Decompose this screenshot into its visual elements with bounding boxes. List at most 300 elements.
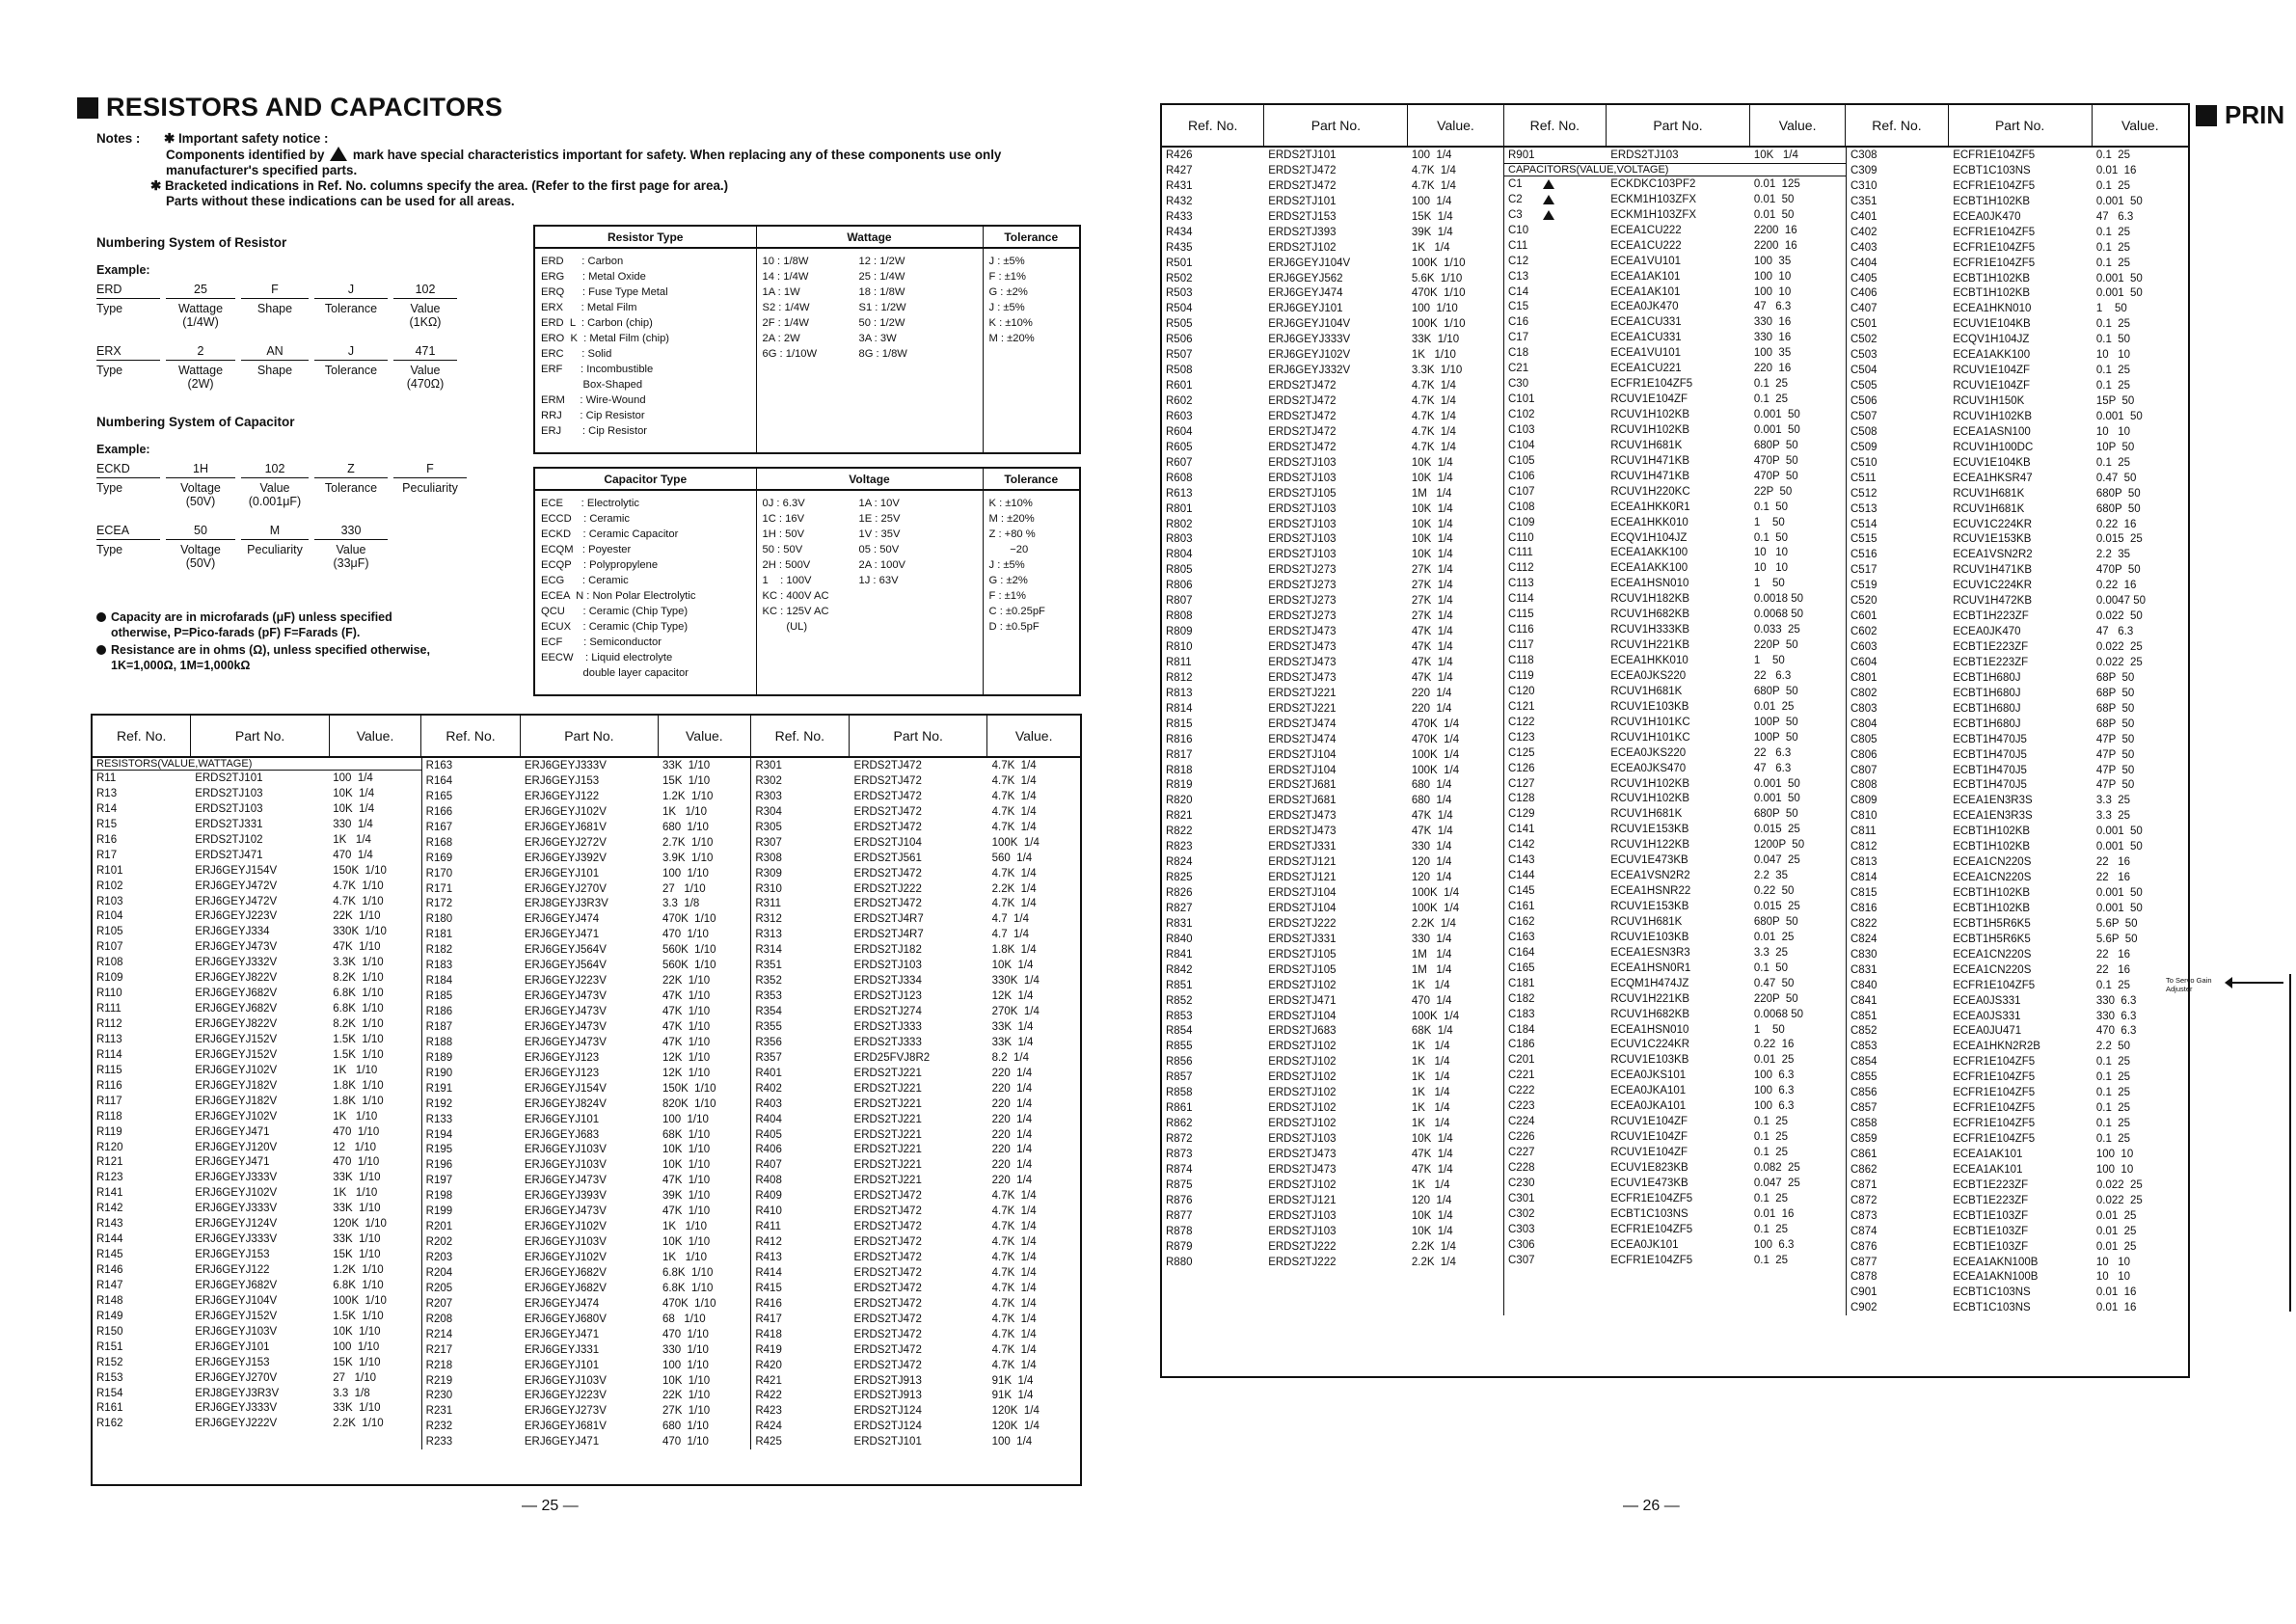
value: 0.022 25 [2095,1194,2143,1206]
value: 0.001 50 [2095,287,2143,300]
part-no: RCUV1E103KB [1610,1054,1689,1067]
part-no: ERJ6GEYJ682V [195,988,278,1000]
ref-no: R163 [425,760,453,771]
value: 220 1/4 [991,1144,1033,1156]
ref-no: R102 [96,880,123,892]
value: 0.1 25 [1753,378,1789,391]
value: 100 1/10 [662,1113,709,1125]
ref-no: R202 [425,1236,453,1249]
table-row [1504,299,1846,314]
res_numsys-code: 25 [166,283,235,299]
table-row [1504,560,1846,576]
res_numsys-label: Shape [257,302,293,315]
table-row [422,1096,751,1112]
value: 33K 1/10 [333,1172,381,1184]
part-no: RCUV1E103KB [1610,700,1689,713]
part-no: ECBT1E223ZF [1953,1194,2029,1206]
ref-no: R192 [425,1097,453,1110]
part-no: ERJ6GEYJ332V [195,957,278,969]
table-row [1504,699,1846,715]
ref-no: R302 [755,774,782,787]
ref-no: C21 [1508,363,1529,375]
table-row [1162,547,1503,562]
ref-no: C507 [1850,410,1877,422]
part-no: ERJ6GEYJ182V [195,1095,278,1107]
part-no: ERJ6GEYJ474 [1268,287,1343,300]
part-no: RCUV1E104ZF [1610,1116,1688,1128]
value: 0.015 25 [1753,901,1800,912]
value: 0.1 25 [2095,257,2131,269]
ref-no: C181 [1508,977,1535,989]
value: 0.022 25 [2095,656,2143,668]
ref-no: R169 [425,852,453,864]
ref-no: C108 [1508,501,1535,513]
part-no: ERJ6GEYJ104V [195,1294,278,1307]
ref-no: R852 [1166,994,1193,1007]
part-no: ERJ6GEYJ103V [524,1374,607,1387]
part-no: ERDS2TJ182 [853,944,922,957]
table-row [422,773,751,789]
warning-triangle-icon [330,147,347,161]
part-no: ECBT1H680J [1953,687,2021,699]
table-row [422,973,751,988]
ref-no: C351 [1850,195,1877,207]
table-column [93,758,422,1449]
table-row [1162,271,1503,286]
ref-no: C603 [1850,641,1877,653]
value: 33K 1/4 [991,1020,1034,1033]
ref-no: R301 [755,760,782,771]
ref-no: C161 [1508,901,1535,912]
part-no: ERDS2TJ393 [1268,226,1337,238]
value: 0.001 50 [1753,423,1800,436]
part-no: ERDS2TJ221 [853,1097,922,1110]
part-no: ECBT1E103ZF [1953,1209,2029,1222]
value: 0.01 25 [2095,1225,2137,1237]
table-row [1847,824,2188,839]
ref-no: C141 [1508,824,1535,836]
part-no: RCUV1H102KB [1610,423,1690,436]
part-no: ERDS2TJ472 [1268,410,1337,422]
capacitor-type-list: ECE : Electrolytic ECCD : Ceramic ECKD : Ceramic Capacitor ECQM : Poyester ECQP : Polypropylene ECG : Ceramic ECEA N : Non Polar Electrolytic QCU : Ceramic (Chip Type) ECUX : Ceramic (Chip Type) ECF : Semiconductor EECW : Liquid electrolyte double layer capacitor [535,490,756,694]
table-row [1847,1116,2188,1131]
ref-no: R312 [755,913,782,926]
value: 27K 1/4 [1411,595,1453,608]
ref-no: R874 [1166,1163,1193,1176]
value: 100 1/10 [333,1340,380,1353]
part-no: ERDS2TJ273 [1268,595,1337,608]
part-no: RCUV1H682KB [1610,1008,1690,1020]
ref-no: R808 [1166,610,1193,623]
table-row [422,835,751,851]
value: 0.1 25 [1753,1147,1789,1158]
table-row [1504,422,1846,438]
value: 0.1 25 [1753,393,1789,406]
table-row [93,879,421,894]
part-no: ERDS2TJ472 [1268,441,1337,453]
ref-no: R434 [1166,226,1193,238]
value: 68P 50 [2095,671,2135,684]
table-row [1504,776,1846,792]
table-row [1162,639,1503,655]
ref-no: C853 [1850,1041,1877,1053]
value: 6.8K 1/10 [333,988,384,1000]
ref-no: R197 [425,1175,453,1187]
value: 0.1 25 [2095,979,2131,991]
capacitor-tolerance-header: Tolerance [983,469,1079,490]
value: 0.47 50 [1753,977,1795,989]
part-no: RCUV1H681K [1953,502,2025,515]
table-row [751,1112,1080,1127]
part-no: ERDS2TJ473 [1268,1163,1337,1176]
value: 220 1/4 [991,1097,1033,1110]
table-row [1847,501,2188,517]
resistor-numbering-heading: Numbering System of Resistor [96,235,287,250]
table-row [1847,1069,2188,1085]
table-row [751,804,1080,820]
ref-no: C801 [1850,671,1877,684]
part-no: ERDS2TJ472 [853,774,922,787]
part-no: RCUV1H182KB [1610,593,1690,606]
ref-no: R164 [425,774,453,787]
ref-no: R861 [1166,1102,1193,1115]
part-no: RCUV1H471KB [1610,470,1690,482]
part-no: ERJ6GEYJ223V [195,910,278,923]
part-no: ECFR1E104ZF5 [1953,149,2036,161]
notes-line-3: manufacturer's specified parts. [166,163,358,177]
value: 5.6P 50 [2095,917,2138,930]
value: 2.2 50 [2095,1041,2131,1053]
ref-no: C805 [1850,733,1877,745]
ref-no: R198 [425,1190,453,1203]
ref-no: R194 [425,1128,453,1141]
table-row [1162,578,1503,593]
table-row [1847,148,2188,163]
table-row [1847,763,2188,778]
res_numsys-label: Value (1KΩ) [409,302,442,329]
table-row [1162,593,1503,609]
value: 330 1/4 [1411,841,1452,853]
table-row [1162,686,1503,701]
ref-no: C510 [1850,456,1877,469]
value: 1K 1/4 [1411,1118,1450,1130]
value: 680 1/4 [1411,779,1452,792]
value: 10K 1/4 [333,787,375,799]
ref-no: R873 [1166,1148,1193,1160]
table-row [1504,453,1846,469]
ref-no: R851 [1166,979,1193,991]
value: 680 1/10 [662,821,709,833]
ref-no: C405 [1850,272,1877,284]
ref-no: C182 [1508,992,1535,1005]
part-no: ECUV1C224KR [1953,580,2033,592]
part-no: ERDS2TJ683 [1268,1025,1337,1038]
table-row [422,911,751,927]
ref-no: R414 [755,1266,782,1279]
value: 1K 1/4 [1411,1071,1450,1084]
ref-no: R502 [1166,272,1193,284]
ref-no: C601 [1850,610,1877,623]
table-row [751,1358,1080,1373]
value: 1K 1/4 [333,833,371,846]
header-part: Part No. [191,716,329,756]
table-row [1504,791,1846,806]
value: 0.047 25 [1753,1177,1800,1189]
part-no: ERJ6GEYJ122 [195,1264,270,1276]
value: 12K 1/4 [991,990,1034,1003]
part-no: ERJ6GEYJ152V [195,1310,278,1322]
value: 6.8K 1/10 [333,1279,384,1291]
table-row [1847,962,2188,978]
part-no: ERDS2TJ101 [853,1436,922,1448]
ref-no: R503 [1166,287,1193,300]
part-no: ECBT1H5R6K5 [1953,917,2031,930]
table-row [1847,271,2188,286]
value: 0.047 25 [1753,854,1800,867]
table-row [1504,1253,1846,1268]
part-no: ERJ6GEYJ102V [195,1187,278,1200]
value: 0.47 50 [2095,472,2137,484]
ref-no: C502 [1850,334,1877,346]
parts-table-right [1160,103,2190,1378]
ref-no: C143 [1508,854,1535,867]
ref-no: C841 [1850,994,1877,1007]
part-no: ECEA1AK101 [1953,1163,2023,1176]
table-row [1504,1083,1846,1098]
value: 10K 1/4 [991,960,1034,972]
part-no: ERDS2TJ221 [853,1175,922,1187]
ref-no: C11 [1508,239,1528,252]
value: 220 1/4 [991,1082,1033,1095]
table-row [1847,777,2188,793]
resistor-type-table [533,225,1081,454]
part-no: ERDS2TJ221 [1268,687,1337,699]
value: 10K 1/10 [662,1144,711,1156]
ref-no: R427 [1166,164,1193,176]
table-row [1504,684,1846,699]
ref-no: C303 [1508,1223,1535,1235]
table-row [1847,593,2188,609]
ref-no: C221 [1508,1069,1535,1082]
value: 100 10 [1753,285,1792,298]
part-no: ECFR1E104ZF5 [1953,1071,2036,1084]
part-no: ERJ6GEYJ473V [195,941,278,954]
ref-no: R410 [755,1205,782,1218]
value: 27K 1/4 [1411,610,1453,623]
part-no: RCUV1H220KC [1610,485,1690,498]
ref-no: C857 [1850,1102,1877,1115]
part-no: ECEA1HSNR22 [1610,885,1691,898]
ref-no: R403 [755,1097,782,1110]
ref-no: C121 [1508,700,1535,713]
header-ref: Ref. No. [751,716,850,756]
table-row [1504,622,1846,637]
ref-no: R431 [1166,179,1193,192]
part-no: ERDS2TJ472 [853,821,922,833]
value: 22K 1/10 [333,910,381,923]
table-row [1847,1039,2188,1054]
ref-no: R183 [425,960,453,972]
value: 1 50 [1753,1023,1785,1036]
part-no: ERDS2TJ472 [853,760,922,771]
table-row [1162,870,1503,885]
ref-no: C184 [1508,1023,1535,1036]
ref-no: R110 [96,988,122,1000]
table-row [1162,209,1503,225]
resistor-wattage-list-1: 10 : 1/8W 14 : 1/4W 1A : 1W S2 : 1/4W 2F : 1/4W 2A : 2W 6G : 1/10W [762,256,818,360]
ref-no: R303 [755,790,782,802]
part-no: ERJ6GEYJ223V [524,1390,607,1402]
part-no: ERDS2TJ103 [1268,533,1337,546]
table-row [1162,763,1503,778]
ref-no: C840 [1850,979,1877,991]
part-no: ERDS2TJ4R7 [853,913,924,926]
part-no: ERJ6GEYJ153 [195,1249,270,1261]
part-no: RCUV1E104ZF [1610,1147,1688,1158]
value: 91K 1/4 [991,1390,1034,1402]
value: 8.2K 1/10 [333,1018,384,1030]
table-row [1847,916,2188,932]
ref-no: C831 [1850,963,1877,976]
ref-no: R219 [425,1374,453,1387]
table-row [1162,808,1503,824]
part-no: ERJ6GEYJ473V [524,1006,607,1017]
value: 1.5K 1/10 [333,1033,384,1045]
ref-no: R818 [1166,764,1193,776]
value: 4.7K 1/4 [1411,410,1456,422]
ref-no: R161 [96,1402,123,1415]
ref-no: C872 [1850,1194,1877,1206]
table-row [751,789,1080,804]
ref-no: R811 [1166,656,1192,668]
table-row [93,1016,421,1032]
ref-no: C808 [1850,779,1877,792]
value: 100 6.3 [1753,1238,1795,1251]
value: 1M 1/4 [1411,963,1452,976]
ref-no: C104 [1508,439,1535,451]
ref-no: C13 [1508,270,1529,283]
ref-no: C822 [1850,917,1877,930]
value: 22 6.3 [1753,746,1792,759]
ref-no: R504 [1166,303,1193,315]
resistor-tolerance-header: Tolerance [983,227,1079,248]
ref-no: C816 [1850,902,1877,914]
part-no: ERDS2TJ472 [853,1297,922,1310]
part-no: RCUV1H101KC [1610,716,1690,728]
part-no: ERDS2TJ101 [1268,195,1337,207]
value: 0.01 25 [1753,700,1795,713]
part-no: ERJ6GEYJ104V [1268,257,1351,269]
ref-no: R803 [1166,533,1193,546]
value: 68P 50 [2095,687,2135,699]
value: 2.7K 1/10 [662,836,714,849]
table-row [422,1281,751,1296]
notes-line-5: Parts without these indications can be used for all areas. [166,194,515,208]
ref-no: R113 [96,1033,122,1045]
table-row [93,1416,421,1431]
ref-no: C10 [1508,224,1529,236]
table-row [422,851,751,866]
ref-no: R190 [425,1067,453,1079]
part-no: ERDS2TJ474 [1268,717,1337,730]
ref-no: R854 [1166,1025,1193,1038]
value: 1K 1/4 [1411,1087,1450,1099]
ref-no: C227 [1508,1147,1535,1158]
part-no: ECEA1CN220S [1953,963,2032,976]
part-no: ERJ6GEYJ102V [195,1064,278,1076]
value: 47K 1/10 [662,1036,711,1048]
part-no: ECBT1C103NS [1953,1302,2031,1314]
ref-no: R162 [96,1418,123,1430]
table-row [1847,947,2188,962]
part-no: RCUV1H101KC [1610,731,1690,744]
ref-no: R501 [1166,257,1193,269]
value: 15K 1/10 [333,1356,381,1368]
table-row [1504,1129,1846,1145]
part-no: ECEA1CN220S [1953,872,2032,884]
table-row [93,786,421,801]
part-no: ERDS2TJ221 [853,1082,922,1095]
ref-no: C142 [1508,839,1535,852]
ref-no: R820 [1166,795,1193,807]
value: 10 10 [2095,349,2131,362]
ref-no: R203 [425,1252,453,1263]
part-no: ERJ6GEYJ333V [195,1172,278,1184]
value: 680 1/4 [1411,795,1452,807]
ref-no: R603 [1166,410,1193,422]
value: 120K 1/4 [991,1421,1040,1433]
table-row [1162,1100,1503,1116]
value: 470K 1/4 [1411,733,1460,745]
table-row [422,1112,751,1127]
value: 6.8K 1/10 [333,1003,384,1015]
ref-no: R433 [1166,210,1193,223]
header-value: Value. [1014,728,1053,744]
ref-no: C878 [1850,1271,1877,1284]
part-no: RCUV1H681K [1610,808,1683,821]
part-no: ERDS2TJ331 [1268,933,1337,945]
value: 0.1 25 [2095,1118,2131,1130]
part-no: ERJ6GEYJ103V [524,1236,607,1249]
table-row [1847,1224,2188,1239]
ref-no: R816 [1166,733,1193,745]
ref-no: C224 [1508,1116,1535,1128]
ref-no: R809 [1166,626,1193,638]
table-row [1504,223,1846,238]
part-no: ERJ6GEYJ682V [195,1279,278,1291]
table-row [1162,885,1503,901]
ref-no: C504 [1850,365,1877,377]
part-no: ECBT1H102KB [1953,841,2031,853]
part-no: ERJ6GEYJ102V [524,805,607,818]
table-row [1162,486,1503,501]
value: 330 1/4 [333,818,373,830]
table-row [1504,899,1846,914]
value: 680P 50 [1753,439,1798,451]
table-row [1162,1255,1503,1270]
header-value: Value. [659,716,751,756]
table-row [1504,961,1846,976]
table-row [1847,1023,2188,1039]
value: 47P 50 [2095,779,2135,792]
table-row [1504,1160,1846,1176]
table-row [1504,314,1846,330]
value: 100K 1/4 [991,836,1040,849]
value: 150K 1/10 [333,864,387,877]
value: 0.1 25 [2095,1102,2131,1115]
ref-no: C811 [1850,826,1877,838]
value: 0.22 50 [1753,885,1795,898]
